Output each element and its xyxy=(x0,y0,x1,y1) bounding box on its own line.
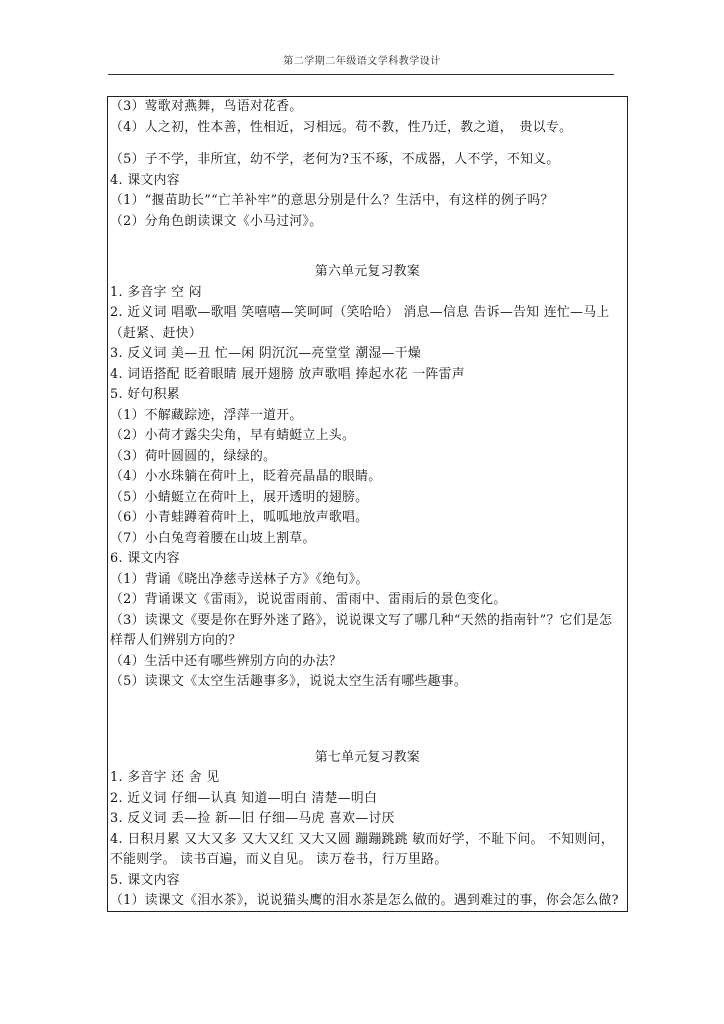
text-line: （5）子不学，非所宜，幼不学，老何为?玉不琢，不成器，人不学，不知义。 xyxy=(110,152,560,167)
text-line: （4）生活中还有哪些辨别方向的办法？ xyxy=(110,653,342,669)
text-line: 4. 课文内容 xyxy=(110,172,180,188)
text-line: 6. 课文内容 xyxy=(110,551,180,566)
spacer xyxy=(110,138,625,150)
text-line: 4. 日积月累 又大又多 又大又红 又大又圆 蹦蹦跳跳 敏而好学，不耻下问。 不知则问，不能则学。 读书百遍，而义自见。 读万卷书，行万里路。 xyxy=(110,831,614,867)
text-line: 2. 近义词 唱歌—歌唱 笑嘻嘻—笑呵呵（笑哈哈） 消息—信息 告诉—告知 连忙—马上（赶紧、赶快） xyxy=(110,305,610,341)
spacer xyxy=(110,693,625,748)
text-line: （4）人之初，性本善，性相近，习相远。苟不教，性乃迁，教之道， 贵以专。 xyxy=(110,119,573,135)
text-line: （2）小荷才露尖尖角，早有蜻蜓立上头。 xyxy=(110,428,356,443)
text-line: （7）小白兔弯着腰在山坡上割草。 xyxy=(110,530,316,546)
text-line: 1. 多音字 还 舍 见 xyxy=(110,770,220,785)
spacer xyxy=(110,232,625,262)
text-line: （1）不解藏踪迹，浮萍一道开。 xyxy=(110,407,303,423)
text-line: 3. 反义词 美—丑 忙—闲 阴沉沉—亮堂堂 潮湿—干燥 xyxy=(110,346,422,361)
document-table-cell xyxy=(107,96,628,912)
text-line: 2. 近义词 仔细—认真 知道—明白 清楚—明白 xyxy=(110,790,378,806)
text-line: （1）读课文《泪水茶》，说说猫头鹰的泪水茶是怎么做的。遇到难过的事，你会怎么做? xyxy=(110,893,619,908)
document-content xyxy=(110,97,625,912)
text-line: （3）读课文《要是你在野外迷了路》，说说课文写了哪几种“天然的指南针”？它们是怎样帮人们辨别方向的？ xyxy=(110,612,613,648)
text-line: 5. 课文内容 xyxy=(110,872,180,888)
text-line: （6）小青蛙蹲着荷叶上，呱呱地放声歌唱。 xyxy=(110,510,369,525)
text-line: （1）背诵《晓出净慈寺送林子方》《绝句》。 xyxy=(110,571,369,587)
text-line: （3）荷叶圆圆的，绿绿的。 xyxy=(110,448,277,464)
page-header-title: 第二学期二年级语文学科教学设计 xyxy=(283,56,441,67)
section-title-unit-7: 第七单元复习教案 xyxy=(314,749,421,765)
text-line: 4. 词语搭配 眨着眼睛 展开翅膀 放声歌唱 捧起水花 一阵雷声 xyxy=(110,366,465,382)
text-line: 5. 好句积累 xyxy=(110,387,180,402)
section-title-unit-6: 第六单元复习教案 xyxy=(314,264,421,279)
text-line: （3）莺歌对燕舞，鸟语对花香。 xyxy=(110,99,303,114)
text-line: （5）读课文《太空生活趣事多》，说说太空生活有哪些趣事。 xyxy=(110,674,468,689)
text-line: （2）背诵课文《雷雨》，说说雷雨前、雷雨中、雷雨后的景色变化。 xyxy=(110,592,507,607)
text-line: （4）小水珠躺在荷叶上，眨着亮晶晶的眼睛。 xyxy=(110,469,382,484)
text-line: 1. 多音字 空 闷 xyxy=(110,284,202,300)
text-line: 3. 反义词 丢—捡 新—旧 仔细—马虎 喜欢—讨厌 xyxy=(110,811,395,826)
text-line: （5）小蜻蜓立在荷叶上，展开透明的翅膀。 xyxy=(110,489,369,505)
text-line: （2）分角色朗读课文《小马过河》。 xyxy=(110,213,323,229)
header-divider xyxy=(108,74,614,75)
text-line: （1）“揠苗助长”“亡羊补牢”的意思分别是什么？生活中，有这样的例子吗？ xyxy=(110,193,554,208)
